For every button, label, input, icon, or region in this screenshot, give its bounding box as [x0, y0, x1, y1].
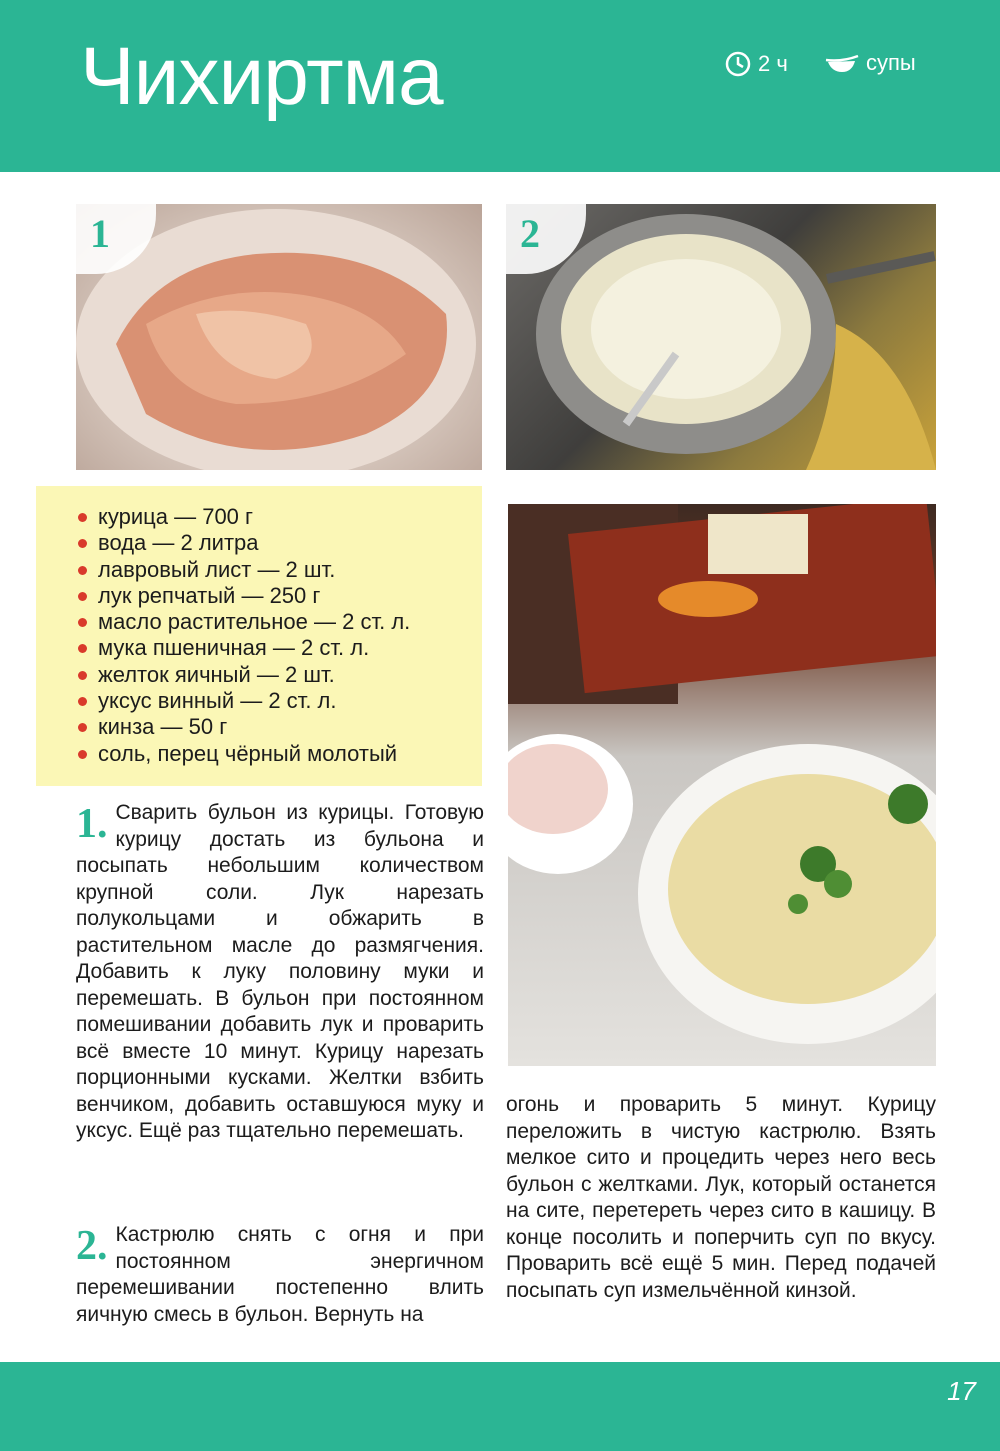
step2-photo-sieve-with-onion — [506, 204, 936, 470]
ingredient-item: соль, перец чёрный молотый — [78, 741, 482, 767]
cooking-time — [724, 50, 788, 78]
ingredient-item: уксус винный — 2 ст. л. — [78, 688, 482, 714]
photo-number-1: 1 — [90, 211, 110, 256]
ingredient-item: лук репчатый — 250 г — [78, 583, 482, 609]
ingredients-list — [78, 504, 482, 767]
step2-text-part2: огонь и проварить 5 минут. Курицу переложить в чистую кастрюлю. Взять мелкое сито и процедить через него весь бульон с желтками. Лук, который останется на сите, перетереть через сито в кашицу. В конце посолить и поперчить суп по вкусу. Проварить всё ещё 5 мин. Перед подачей посыпать суп измельчённой кинзой. — [506, 1093, 936, 1302]
ingredient-item: желток яичный — 2 шт. — [78, 662, 482, 688]
recipe-title: Чихиртма — [80, 31, 443, 122]
header-band — [0, 0, 1000, 172]
step1-photo-shredded-chicken — [76, 204, 482, 470]
soup-bowl-icon — [824, 52, 860, 74]
step2-text-part1: Кастрюлю снять с огня и при постоянном энергичном перемешивании постепенно влить яичную смесь в бульон. Вернуть на — [76, 1223, 484, 1326]
soup-bowl-illustration — [508, 504, 936, 1066]
step1-block — [76, 800, 484, 1145]
ingredients-box — [36, 486, 482, 786]
step1-text: Сварить бульон из курицы. Готовую курицу достать из бульона и посыпать небольшим количеством крупной соли. Лук нарезать полукольцами и обжарить в растительном масле до размягчения. Добавить к луку половину муки и перемешать. В бульон при постоянном помешивании добавить лук и проварить всё вместе 10 минут. Курицу нарезать порционными кусками. Желтки взбить венчиком, добавить оставшуюся муку и уксус. Ещё раз тщательно перемешать. — [76, 801, 484, 1142]
step1-number: 1. — [76, 801, 108, 847]
photo-number-2: 2 — [520, 211, 540, 256]
recipe-category-label: супы — [866, 50, 916, 75]
ingredient-item: масло растительное — 2 ст. л. — [78, 609, 482, 635]
ingredient-item: кинза — 50 г — [78, 714, 482, 740]
cooking-time-value: 2 ч — [758, 51, 788, 76]
ingredient-item: вода — 2 литра — [78, 530, 482, 556]
step2-continuation — [506, 1092, 936, 1304]
page-number: 17 — [947, 1376, 976, 1406]
served-soup-photo — [508, 504, 936, 1066]
footer-band — [0, 1362, 1000, 1451]
clock-icon — [724, 50, 752, 78]
ingredient-item: курица — 700 г — [78, 504, 482, 530]
step2-block — [76, 1222, 484, 1328]
ingredient-item: мука пшеничная — 2 ст. л. — [78, 635, 482, 661]
recipe-category — [824, 50, 916, 76]
ingredient-item: лавровый лист — 2 шт. — [78, 557, 482, 583]
step2-number: 2. — [76, 1223, 108, 1269]
